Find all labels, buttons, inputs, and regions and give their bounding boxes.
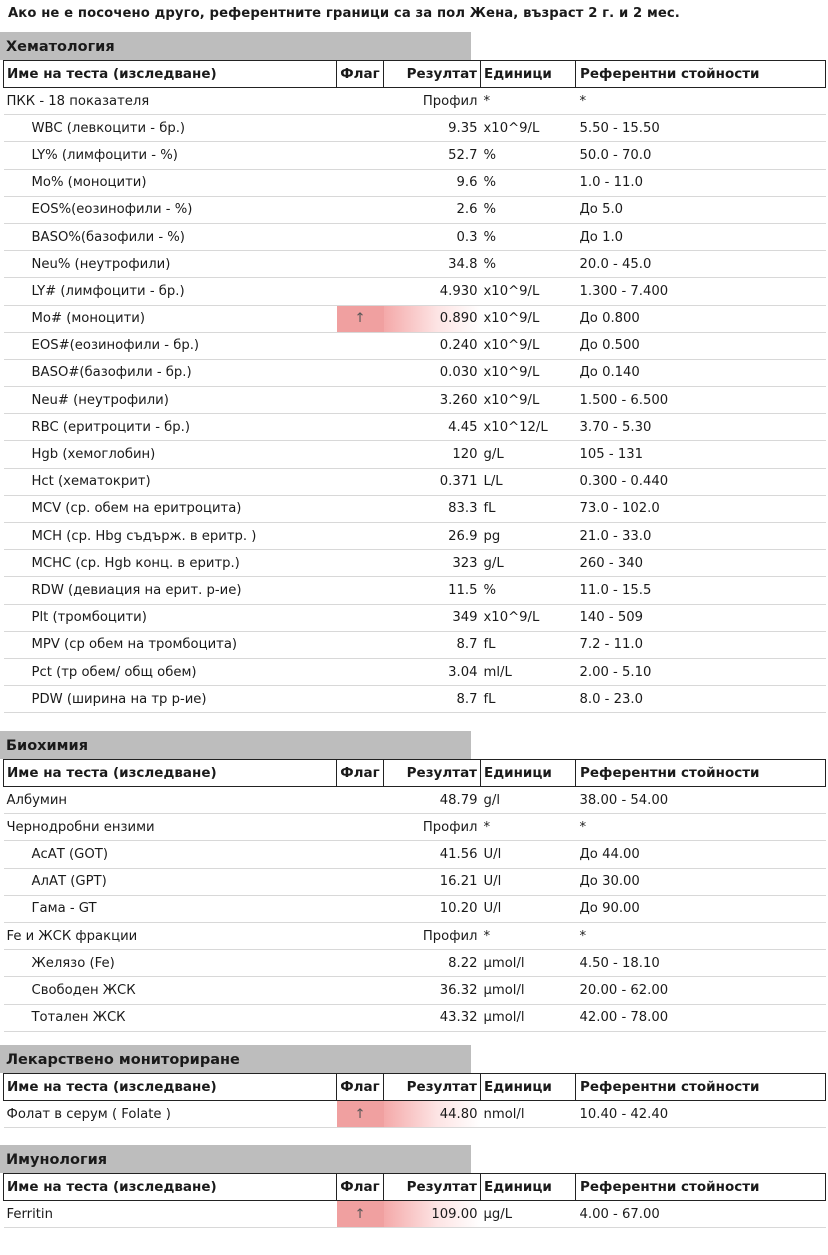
- result-value: 323: [384, 550, 481, 577]
- result-value: 120: [384, 441, 481, 468]
- table-row: [4, 332, 826, 359]
- section-title: Хематология: [0, 32, 471, 60]
- table-row: [4, 1004, 826, 1031]
- table-row: [4, 868, 826, 895]
- result-value: 349: [384, 604, 481, 631]
- table-row: [4, 523, 826, 550]
- result-units: %: [481, 223, 576, 250]
- table-row: [4, 787, 826, 814]
- result-value: 36.32: [384, 977, 481, 1004]
- reference-range: До 0.140: [576, 359, 826, 386]
- result-units: ml/L: [481, 658, 576, 685]
- result-units: g/L: [481, 550, 576, 577]
- header-flag: Флаг: [337, 1074, 384, 1101]
- test-name: RBC (еритроцити - бр.): [4, 414, 337, 441]
- result-units: U/l: [481, 841, 576, 868]
- flag-high-arrow-icon: ↑: [337, 1201, 384, 1228]
- reference-range: До 1.0: [576, 223, 826, 250]
- flag-high-arrow-icon: ↑: [337, 1101, 384, 1128]
- section-hematology: [0, 32, 828, 713]
- table-row: [4, 814, 826, 841]
- result-units: x10^9/L: [481, 359, 576, 386]
- table-row: [4, 577, 826, 604]
- table-row: [4, 604, 826, 631]
- flag-cell: [337, 359, 384, 386]
- table-header-row: [4, 1074, 826, 1101]
- table-row: [4, 895, 826, 922]
- test-name: BASO#(базофили - бр.): [4, 359, 337, 386]
- test-name: АлАТ (GPT): [4, 868, 337, 895]
- flag-cell: [337, 550, 384, 577]
- header-test-name: Име на теста (изследване): [4, 1174, 337, 1201]
- flag-high-arrow-icon: ↑: [337, 305, 384, 332]
- reference-range: 5.50 - 15.50: [576, 115, 826, 142]
- result-value: 83.3: [384, 495, 481, 522]
- result-units: *: [481, 922, 576, 949]
- result-value: 16.21: [384, 868, 481, 895]
- flag-cell: [337, 922, 384, 949]
- flag-cell: [337, 223, 384, 250]
- table-row: [4, 950, 826, 977]
- table-row: [4, 88, 826, 115]
- flag-cell: [337, 895, 384, 922]
- result-value: 4.930: [384, 278, 481, 305]
- reference-range: 10.40 - 42.40: [576, 1101, 826, 1128]
- table-row: [4, 223, 826, 250]
- test-name: Pct (тр обем/ общ обем): [4, 658, 337, 685]
- result-units: %: [481, 577, 576, 604]
- header-flag: Флаг: [337, 760, 384, 787]
- result-units: x10^9/L: [481, 278, 576, 305]
- result-value: 8.7: [384, 631, 481, 658]
- header-result: Резултат: [384, 61, 481, 88]
- results-table: [3, 759, 826, 1032]
- flag-cell: [337, 441, 384, 468]
- table-row: [4, 359, 826, 386]
- table-row: [4, 251, 826, 278]
- test-name: АсАТ (GOT): [4, 841, 337, 868]
- table-row: [4, 1101, 826, 1128]
- result-units: fL: [481, 631, 576, 658]
- result-value: 3.260: [384, 387, 481, 414]
- table-row: [4, 686, 826, 713]
- table-row: [4, 631, 826, 658]
- reference-range: 3.70 - 5.30: [576, 414, 826, 441]
- reference-range: 1.300 - 7.400: [576, 278, 826, 305]
- table-header-row: [4, 760, 826, 787]
- test-name: LY# (лимфоцити - бр.): [4, 278, 337, 305]
- reference-range: 140 - 509: [576, 604, 826, 631]
- reference-range: *: [576, 922, 826, 949]
- result-units: %: [481, 142, 576, 169]
- result-value: 8.22: [384, 950, 481, 977]
- reference-range: 2.00 - 5.10: [576, 658, 826, 685]
- table-row: [4, 387, 826, 414]
- section-biochemistry: [0, 731, 828, 1032]
- result-value: 0.371: [384, 468, 481, 495]
- header-reference: Референтни стойности: [576, 61, 826, 88]
- result-units: x10^9/L: [481, 115, 576, 142]
- reference-range: 0.300 - 0.440: [576, 468, 826, 495]
- reference-range: 4.00 - 67.00: [576, 1201, 826, 1228]
- test-name: Plt (тромбоцити): [4, 604, 337, 631]
- result-value: 8.7: [384, 686, 481, 713]
- result-value: 109.00: [384, 1201, 481, 1228]
- test-name: Тотален ЖСК: [4, 1004, 337, 1031]
- test-name: EOS#(еозинофили - бр.): [4, 332, 337, 359]
- flag-cell: [337, 468, 384, 495]
- header-reference: Референтни стойности: [576, 760, 826, 787]
- result-value: 48.79: [384, 787, 481, 814]
- test-name: Hgb (хемоглобин): [4, 441, 337, 468]
- test-name: Фолат в серум ( Folate ): [4, 1101, 337, 1128]
- reference-range: 20.00 - 62.00: [576, 977, 826, 1004]
- result-value: 52.7: [384, 142, 481, 169]
- flag-cell: [337, 631, 384, 658]
- reference-range: 11.0 - 15.5: [576, 577, 826, 604]
- flag-cell: [337, 278, 384, 305]
- result-units: µmol/l: [481, 977, 576, 1004]
- table-row: [4, 1201, 826, 1228]
- section-drug-monitoring: [0, 1045, 828, 1128]
- section-title: Биохимия: [0, 731, 471, 759]
- reference-range: До 90.00: [576, 895, 826, 922]
- result-units: nmol/l: [481, 1101, 576, 1128]
- table-header-row: [4, 1174, 826, 1201]
- table-header-row: [4, 61, 826, 88]
- result-units: µmol/l: [481, 1004, 576, 1031]
- result-value: 10.20: [384, 895, 481, 922]
- section-immunology: [0, 1145, 828, 1228]
- test-name: Гама - GT: [4, 895, 337, 922]
- reference-range: 1.500 - 6.500: [576, 387, 826, 414]
- table-row: [4, 658, 826, 685]
- flag-cell: [337, 414, 384, 441]
- flag-cell: [337, 950, 384, 977]
- reference-range: До 30.00: [576, 868, 826, 895]
- table-row: [4, 495, 826, 522]
- flag-cell: [337, 686, 384, 713]
- reference-range: 50.0 - 70.0: [576, 142, 826, 169]
- reference-range: 4.50 - 18.10: [576, 950, 826, 977]
- reference-range: 73.0 - 102.0: [576, 495, 826, 522]
- test-name: Mo% (моноцити): [4, 169, 337, 196]
- flag-cell: [337, 1004, 384, 1031]
- reference-range: 7.2 - 11.0: [576, 631, 826, 658]
- reference-range: 1.0 - 11.0: [576, 169, 826, 196]
- header-reference: Референтни стойности: [576, 1074, 826, 1101]
- result-units: *: [481, 88, 576, 115]
- result-units: *: [481, 814, 576, 841]
- reference-note: Ако не е посочено друго, референтните граници са за пол Жена, възраст 2 г. и 2 мес.: [8, 6, 680, 21]
- result-value: 0.890: [384, 305, 481, 332]
- reference-range: 21.0 - 33.0: [576, 523, 826, 550]
- results-table: [3, 1173, 826, 1228]
- flag-cell: [337, 604, 384, 631]
- section-title: Имунология: [0, 1145, 471, 1173]
- reference-range: До 0.500: [576, 332, 826, 359]
- result-units: U/l: [481, 868, 576, 895]
- table-row: [4, 977, 826, 1004]
- result-value: 2.6: [384, 196, 481, 223]
- header-test-name: Име на теста (изследване): [4, 1074, 337, 1101]
- result-units: %: [481, 251, 576, 278]
- reference-range: До 0.800: [576, 305, 826, 332]
- test-name: MPV (ср обем на тромбоцита): [4, 631, 337, 658]
- flag-cell: [337, 787, 384, 814]
- test-name: BASO%(базофили - %): [4, 223, 337, 250]
- result-value: 41.56: [384, 841, 481, 868]
- flag-cell: [337, 814, 384, 841]
- result-units: %: [481, 196, 576, 223]
- test-name: Neu# (неутрофили): [4, 387, 337, 414]
- test-name: Neu% (неутрофили): [4, 251, 337, 278]
- test-name: PDW (ширина на тр р-ие): [4, 686, 337, 713]
- result-value: 34.8: [384, 251, 481, 278]
- header-units: Единици: [481, 1174, 576, 1201]
- table-row: [4, 922, 826, 949]
- header-units: Единици: [481, 760, 576, 787]
- flag-cell: [337, 495, 384, 522]
- result-units: x10^9/L: [481, 305, 576, 332]
- result-units: %: [481, 169, 576, 196]
- flag-cell: [337, 196, 384, 223]
- result-units: L/L: [481, 468, 576, 495]
- reference-range: До 5.0: [576, 196, 826, 223]
- test-name: Албумин: [4, 787, 337, 814]
- reference-range: 105 - 131: [576, 441, 826, 468]
- result-units: pg: [481, 523, 576, 550]
- flag-cell: [337, 387, 384, 414]
- flag-cell: [337, 658, 384, 685]
- table-row: [4, 550, 826, 577]
- table-row: [4, 196, 826, 223]
- result-value: 26.9: [384, 523, 481, 550]
- flag-cell: [337, 977, 384, 1004]
- test-name: Чернодробни ензими: [4, 814, 337, 841]
- test-name: ПКК - 18 показателя: [4, 88, 337, 115]
- reference-range: 38.00 - 54.00: [576, 787, 826, 814]
- result-value: Профил: [384, 88, 481, 115]
- result-value: Профил: [384, 814, 481, 841]
- header-result: Резултат: [384, 760, 481, 787]
- result-units: µmol/l: [481, 950, 576, 977]
- test-name: Желязо (Fe): [4, 950, 337, 977]
- result-value: 9.6: [384, 169, 481, 196]
- test-name: RDW (девиация на ерит. р-ие): [4, 577, 337, 604]
- result-units: fL: [481, 686, 576, 713]
- flag-cell: [337, 523, 384, 550]
- table-row: [4, 468, 826, 495]
- result-units: x10^9/L: [481, 604, 576, 631]
- reference-range: До 44.00: [576, 841, 826, 868]
- result-value: 3.04: [384, 658, 481, 685]
- flag-cell: [337, 577, 384, 604]
- reference-range: 260 - 340: [576, 550, 826, 577]
- result-units: fL: [481, 495, 576, 522]
- header-reference: Референтни стойности: [576, 1174, 826, 1201]
- reference-range: 42.00 - 78.00: [576, 1004, 826, 1031]
- header-units: Единици: [481, 61, 576, 88]
- test-name: Hct (хематокрит): [4, 468, 337, 495]
- test-name: MCH (ср. Hbg съдърж. в еритр. ): [4, 523, 337, 550]
- section-title: Лекарствено мониториране: [0, 1045, 471, 1073]
- result-units: µg/L: [481, 1201, 576, 1228]
- header-result: Резултат: [384, 1074, 481, 1101]
- reference-range: 8.0 - 23.0: [576, 686, 826, 713]
- flag-cell: [337, 88, 384, 115]
- result-value: 0.3: [384, 223, 481, 250]
- table-row: [4, 441, 826, 468]
- test-name: Свободен ЖСК: [4, 977, 337, 1004]
- header-test-name: Име на теста (изследване): [4, 760, 337, 787]
- result-value: 43.32: [384, 1004, 481, 1031]
- result-value: 4.45: [384, 414, 481, 441]
- result-value: 0.240: [384, 332, 481, 359]
- table-row: [4, 841, 826, 868]
- header-units: Единици: [481, 1074, 576, 1101]
- test-name: LY% (лимфоцити - %): [4, 142, 337, 169]
- reference-range: *: [576, 814, 826, 841]
- reference-range: 20.0 - 45.0: [576, 251, 826, 278]
- test-name: MCV (ср. обем на еритроцита): [4, 495, 337, 522]
- result-value: 44.80: [384, 1101, 481, 1128]
- flag-cell: [337, 169, 384, 196]
- test-name: Ferritin: [4, 1201, 337, 1228]
- test-name: Fe и ЖСК фракции: [4, 922, 337, 949]
- result-units: g/L: [481, 441, 576, 468]
- table-row: [4, 142, 826, 169]
- results-table: [3, 60, 826, 713]
- reference-range: *: [576, 88, 826, 115]
- test-name: Mo# (моноцити): [4, 305, 337, 332]
- flag-cell: [337, 868, 384, 895]
- result-value: Профил: [384, 922, 481, 949]
- test-name: WBC (левкоцити - бр.): [4, 115, 337, 142]
- table-row: [4, 115, 826, 142]
- table-row: [4, 169, 826, 196]
- header-flag: Флаг: [337, 61, 384, 88]
- flag-cell: [337, 332, 384, 359]
- flag-cell: [337, 841, 384, 868]
- result-value: 11.5: [384, 577, 481, 604]
- result-units: U/l: [481, 895, 576, 922]
- result-value: 0.030: [384, 359, 481, 386]
- table-row: [4, 278, 826, 305]
- result-units: x10^9/L: [481, 332, 576, 359]
- header-result: Резултат: [384, 1174, 481, 1201]
- flag-cell: [337, 115, 384, 142]
- header-flag: Флаг: [337, 1174, 384, 1201]
- result-units: g/l: [481, 787, 576, 814]
- results-table: [3, 1073, 826, 1128]
- result-value: 9.35: [384, 115, 481, 142]
- header-test-name: Име на теста (изследване): [4, 61, 337, 88]
- test-name: EOS%(еозинофили - %): [4, 196, 337, 223]
- result-units: x10^9/L: [481, 387, 576, 414]
- table-row: [4, 414, 826, 441]
- table-row: [4, 305, 826, 332]
- flag-cell: [337, 251, 384, 278]
- test-name: MCHC (ср. Hgb конц. в еритр.): [4, 550, 337, 577]
- flag-cell: [337, 142, 384, 169]
- result-units: x10^12/L: [481, 414, 576, 441]
